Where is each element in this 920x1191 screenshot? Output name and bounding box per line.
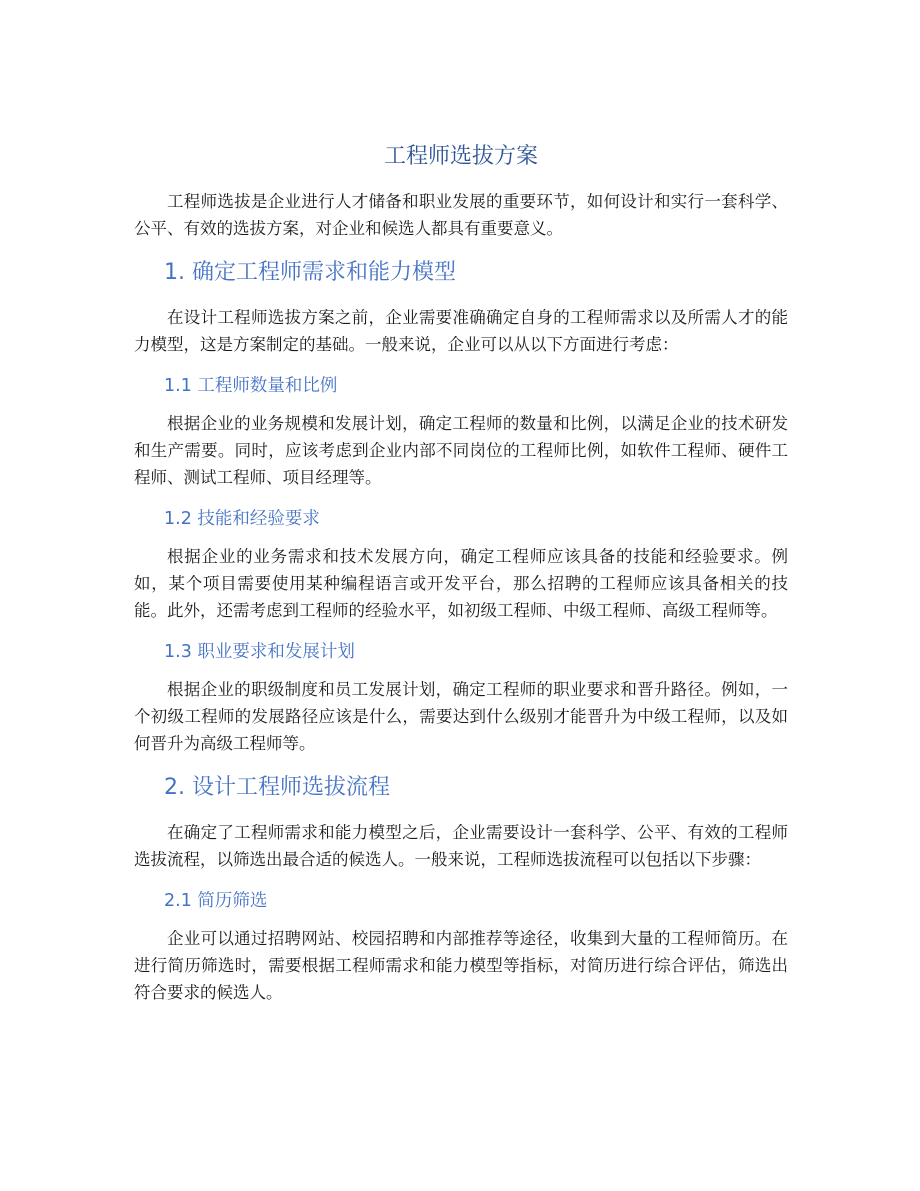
intro-paragraph: 工程师选拔是企业进行人才储备和职业发展的重要环节，如何设计和实行一套科学、公平、有效的选拔方案，对企业和候选人都具有重要意义。 [134,192,788,238]
section-1-heading: 1. 确定工程师需求和能力模型 [164,260,456,285]
subsection-1-1-heading: 1.1 工程师数量和比例 [164,376,338,396]
subsection-2-1-heading: 2.1 简历筛选 [164,891,268,911]
subsection-1-3-heading: 1.3 职业要求和发展计划 [164,642,355,662]
subsection-1-2-paragraph: 根据企业的业务需求和技术发展方向，确定工程师应该具备的技能和经验要求。例如，某个项目需要使用某种编程语言或开发平台，那么招聘的工程师应该具备相关的技能。此外，还需考虑到工程师的经验水平，如初级工程师、中级工程师、高级工程师等。 [134,547,788,620]
section-2-paragraph: 在确定了工程师需求和能力模型之后，企业需要设计一套科学、公平、有效的工程师选拔流程，以筛选出最合适的候选人。一般来说，工程师选拔流程可以包括以下步骤： [134,823,788,869]
document-page [134,140,788,1020]
section-2-heading: 2. 设计工程师选拔流程 [164,775,390,800]
section-1-paragraph: 在设计工程师选拔方案之前，企业需要准确确定自身的工程师需求以及所需人才的能力模型，这是方案制定的基础。一般来说，企业可以从以下方面进行考虑： [134,308,788,354]
subsection-1-3-paragraph: 根据企业的职级制度和员工发展计划，确定工程师的职业要求和晋升路径。例如，一个初级工程师的发展路径应该是什么，需要达到什么级别才能晋升为中级工程师，以及如何晋升为高级工程师等。 [134,680,788,753]
subsection-1-1-paragraph: 根据企业的业务规模和发展计划，确定工程师的数量和比例，以满足企业的技术研发和生产需要。同时，应该考虑到企业内部不同岗位的工程师比例，如软件工程师、硬件工程师、测试工程师、项目经理等。 [134,414,788,487]
subsection-1-2-heading: 1.2 技能和经验要求 [164,509,320,529]
document-title: 工程师选拔方案 [383,144,538,169]
subsection-2-1-paragraph: 企业可以通过招聘网站、校园招聘和内部推荐等途径，收集到大量的工程师简历。在进行简历筛选时，需要根据工程师需求和能力模型等指标，对简历进行综合评估，筛选出符合要求的候选人。 [134,929,788,1002]
